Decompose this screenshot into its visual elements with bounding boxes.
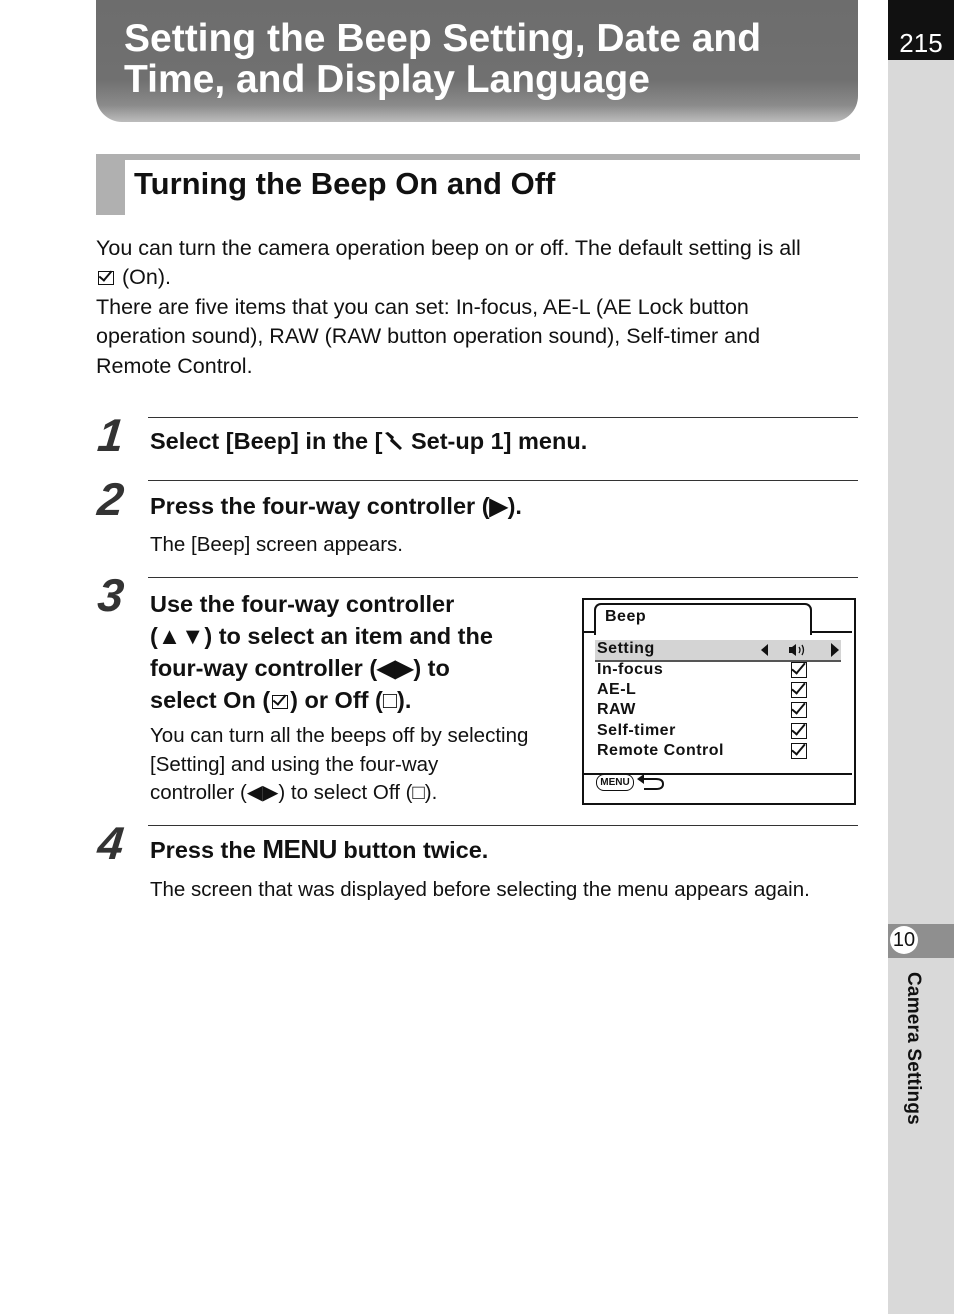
checkbox-checked-icon	[791, 682, 807, 698]
beep-tab-label: Beep	[605, 608, 647, 625]
screen-row-remote-control: Remote Control	[597, 742, 724, 759]
screen-row-setting: Setting	[597, 640, 655, 657]
step-3-heading-line-4	[150, 684, 493, 716]
back-arrow-icon	[636, 772, 666, 792]
screen-row-ae-l: AE-L	[597, 681, 637, 698]
step-3-heading	[150, 588, 493, 716]
step-1-number: 1	[95, 409, 127, 461]
chapter-label: Camera Settings	[903, 972, 924, 1125]
section-rule	[96, 154, 860, 160]
step-3-body-line-1: You can turn all the beeps off by selecting	[150, 724, 529, 747]
step-1-heading-end: Set-up 1] menu.	[404, 428, 588, 454]
step-3-on-text: select On (	[150, 687, 271, 713]
checkbox-on-icon	[98, 271, 114, 285]
step-4-heading-end: button twice.	[336, 837, 489, 863]
step-1-rule	[148, 417, 858, 418]
step-3-heading-line-1: Use the four-way controller	[150, 591, 455, 617]
checkbox-checked-icon	[791, 662, 807, 678]
intro-line-2	[96, 263, 866, 292]
page-title-line-1: Setting the Beep Setting, Date and	[124, 17, 762, 60]
section-title: Turning the Beep On and Off	[134, 166, 556, 201]
right-arrow-icon	[831, 643, 839, 657]
step-2-rule	[148, 480, 858, 481]
step-4-rule	[148, 825, 858, 826]
section-marker	[96, 154, 125, 215]
checkbox-off-icon: □	[382, 687, 398, 713]
step-3-body	[150, 722, 528, 808]
checkbox-checked-icon	[791, 743, 807, 759]
screen-row-raw: RAW	[597, 701, 636, 718]
menu-label: MENU	[262, 834, 337, 864]
checkbox-checked-icon	[791, 723, 807, 739]
intro-line-5: Remote Control.	[96, 353, 253, 378]
step-3-heading-line-3: four-way controller (◀▶) to	[150, 655, 450, 681]
intro-line-3: There are five items that you can set: In-focus, AE-L (AE Lock button	[96, 294, 749, 319]
page-title-line-2: Time, and Display Language	[124, 58, 650, 101]
step-3-heading-line-2: (▲▼) to select an item and the	[150, 623, 493, 649]
menu-button-icon: MENU	[596, 774, 634, 791]
checkbox-checked-icon	[791, 702, 807, 718]
page-title	[124, 18, 824, 100]
left-arrow-icon	[761, 644, 768, 656]
intro-line-1: You can turn the camera operation beep on or off. The default setting is all	[96, 236, 801, 260]
checkbox-on-icon	[272, 695, 288, 709]
chapter-number: 10	[890, 926, 918, 954]
step-3-body-line-3: controller (◀▶) to select Off (□).	[150, 781, 438, 804]
step-3-body-line-2: [Setting] and using the four-way	[150, 752, 439, 776]
screen-row-self-timer: Self-timer	[597, 722, 676, 739]
step-1-heading-start: Select [Beep] in the [	[150, 428, 383, 454]
intro-paragraph	[96, 234, 866, 381]
wrench-icon	[382, 431, 404, 451]
intro-on-text: (On).	[121, 265, 171, 290]
sound-icon	[789, 647, 792, 653]
step-4-number: 4	[95, 817, 127, 869]
page-number: 215	[888, 0, 954, 60]
step-4-body: The screen that was displayed before selecting the menu appears again.	[150, 878, 810, 901]
step-3-close-text: ).	[397, 687, 412, 713]
step-1-heading	[150, 428, 587, 455]
step-2-heading: Press the four-way controller (▶).	[150, 493, 522, 519]
step-3-rule	[148, 577, 858, 578]
intro-line-4: operation sound), RAW (RAW button operation sound), Self-timer and	[96, 324, 761, 349]
step-2-body: The [Beep] screen appears.	[150, 533, 403, 556]
step-3-number: 3	[95, 569, 127, 621]
step-4-heading-start: Press the	[150, 837, 263, 863]
step-4-heading	[150, 834, 488, 865]
step-2-number: 2	[95, 473, 127, 525]
step-3-off-text: ) or Off (	[290, 687, 383, 713]
screen-row-in-focus: In-focus	[597, 661, 664, 678]
setting-controls	[758, 642, 842, 658]
